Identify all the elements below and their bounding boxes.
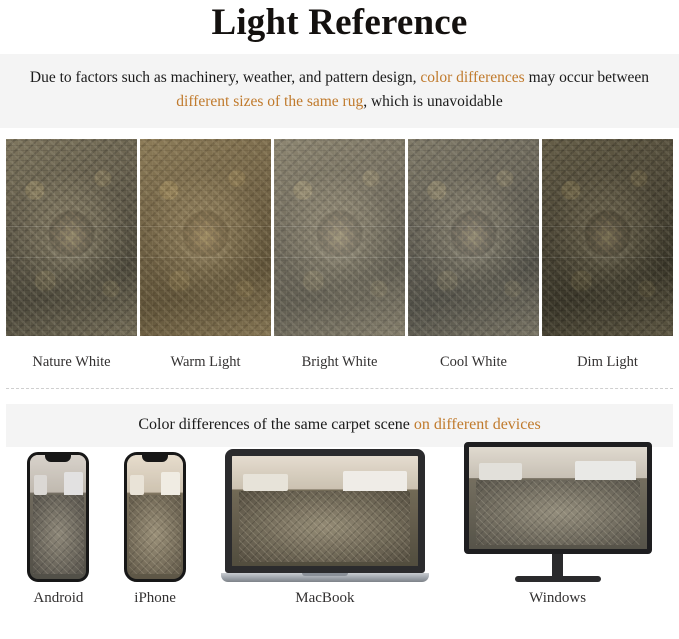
rug-image-nature-white — [6, 139, 137, 336]
light-tint-overlay — [542, 139, 673, 336]
windows-monitor-mockup — [464, 442, 652, 582]
device-iphone — [124, 452, 186, 607]
swatch-cool-white — [408, 139, 539, 371]
macbook-trackpad-notch — [302, 573, 348, 576]
phone-notch — [45, 455, 71, 462]
swatch-label: Nature White — [32, 354, 111, 370]
device-tint-overlay — [469, 447, 647, 549]
page-title: Light Reference — [211, 2, 468, 43]
iphone-mockup — [124, 452, 186, 582]
device-label: iPhone — [134, 590, 176, 606]
light-swatch-row — [0, 139, 679, 371]
device-android — [27, 452, 89, 607]
monitor-foot — [515, 576, 601, 582]
device-label: MacBook — [295, 590, 355, 606]
device-tint-overlay — [232, 456, 418, 566]
device-label: Android — [33, 590, 84, 606]
device-banner-text: Color differences of the same carpet scene — [138, 416, 414, 433]
notice-highlight-color-differences: color differences — [420, 69, 525, 86]
device-row — [0, 447, 679, 607]
swatch-nature-white — [6, 139, 137, 371]
notice-text-part1: Due to factors such as machinery, weather, and pattern design, — [29, 69, 421, 86]
device-macbook — [221, 449, 429, 607]
notice-highlight-different-sizes: different sizes of the same rug — [176, 93, 364, 110]
light-tint-overlay — [408, 139, 539, 336]
rug-image-bright-white — [274, 139, 405, 336]
swatch-label: Dim Light — [577, 354, 638, 370]
rug-image-cool-white — [408, 139, 539, 336]
rug-image-warm-light — [140, 139, 271, 336]
color-difference-notice — [0, 54, 679, 128]
macbook-mockup — [221, 449, 429, 582]
swatch-label: Bright White — [301, 354, 378, 370]
light-tint-overlay — [6, 139, 137, 336]
section-divider — [6, 388, 673, 389]
swatch-label: Warm Light — [170, 354, 241, 370]
swatch-warm-light — [140, 139, 271, 371]
macbook-screen — [225, 449, 425, 573]
light-tint-overlay — [140, 139, 271, 336]
notice-text-part2: may occur between — [524, 69, 650, 86]
device-banner-highlight: on different devices — [413, 416, 541, 433]
monitor-screen — [464, 442, 652, 554]
macbook-base — [221, 573, 429, 582]
device-label: Windows — [529, 590, 587, 606]
phone-notch — [142, 455, 168, 462]
android-phone-mockup — [27, 452, 89, 582]
monitor-stand — [552, 554, 563, 576]
device-tint-overlay — [30, 455, 86, 579]
device-difference-banner — [6, 404, 673, 447]
device-tint-overlay — [127, 455, 183, 579]
swatch-bright-white — [274, 139, 405, 371]
swatch-label: Cool White — [440, 354, 507, 370]
light-tint-overlay — [274, 139, 405, 336]
notice-text-part3: , which is unavoidable — [363, 93, 503, 110]
swatch-dim-light — [542, 139, 673, 371]
device-windows — [464, 442, 652, 607]
rug-image-dim-light — [542, 139, 673, 336]
